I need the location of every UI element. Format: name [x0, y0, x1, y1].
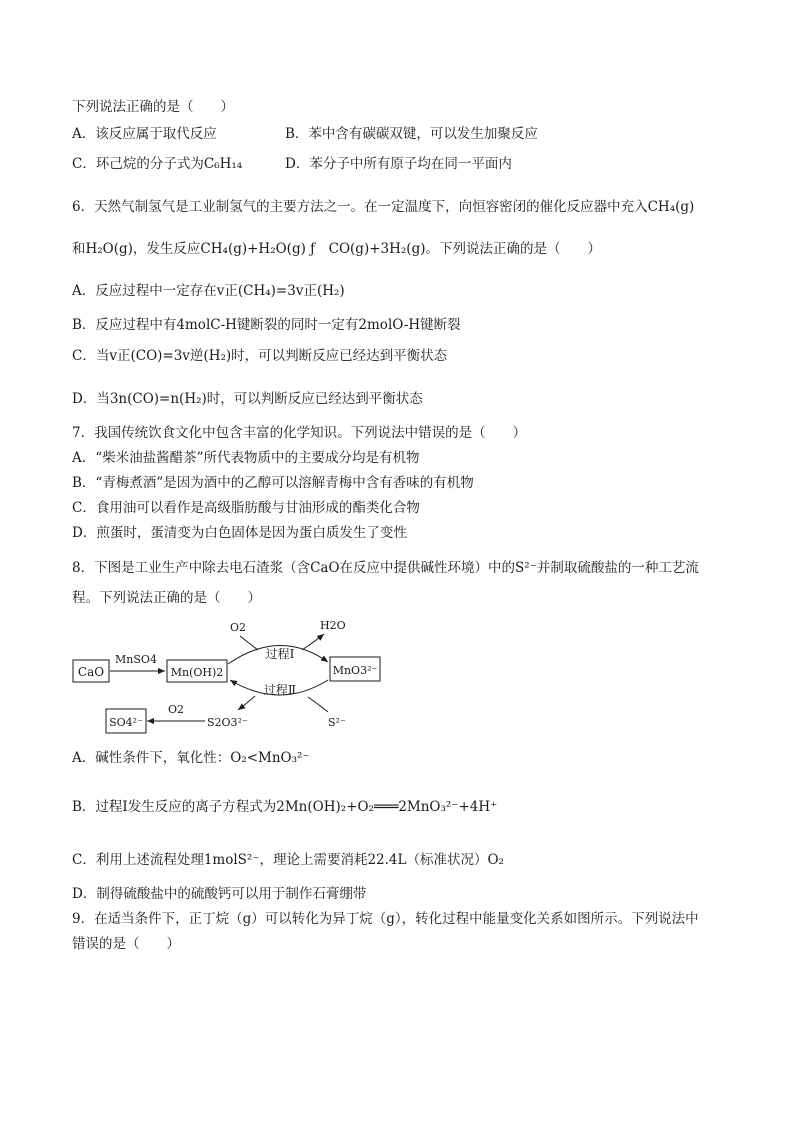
o2-in-arrow [240, 636, 258, 650]
q7-option-b: B．“青梅煮酒”是因为酒中的乙醇可以溶解青梅中含有香味的有机物 [72, 475, 474, 491]
q6-option-d: D．当3n(CO)=n(H₂)时，可以判断反应已经达到平衡状态 [72, 391, 423, 407]
q6-stem-line2: 和H₂O(g)，发生反应CH₄(g)+H₂O(g) ƒ CO(g)+3H₂(g)。下列说法正确的是（ ） [72, 241, 601, 257]
q7-stem: 7．我国传统饮食文化中包含丰富的化学知识。下列说法中错误的是（ ） [72, 425, 527, 441]
q8-stem-line1: 8．下图是工业生产中除去电石渣浆（含CaO在反应中提供碱性环境）中的S²⁻并制取硫酸盐的一种工艺流 [72, 560, 699, 576]
q8-stem-line2: 程。下列说法正确的是（ ） [72, 590, 261, 606]
q5-option-a: A．该反应属于取代反应 [72, 126, 217, 142]
q7-option-a: A．“柴米油盐酱醋茶”所代表物质中的主要成分均是有机物 [72, 450, 420, 466]
h2o-out-arrow [302, 634, 324, 650]
mno3-label: MnO3²⁻ [332, 664, 378, 677]
q7-option-c: C．食用油可以看作是高级脂肪酸与甘油形成的酯类化合物 [72, 500, 420, 516]
mnso4-label: MnSO4 [115, 653, 157, 666]
s2minus-label: S²⁻ [328, 716, 346, 729]
s2o3-label: S2O3²⁻ [207, 716, 248, 729]
process-flow-diagram [70, 614, 410, 744]
so4-label: SO4²⁻ [109, 716, 143, 729]
s2minus-in-arrow [308, 697, 328, 712]
cao-label: CaO [77, 665, 105, 679]
q6-option-c: C．当v正(CO)=3v逆(H₂)时，可以判断反应已经达到平衡状态 [72, 348, 448, 364]
q5-option-d: D．苯分子中所有原子均在同一平面内 [285, 156, 512, 172]
q5-option-b: B．苯中含有碳碳双键，可以发生加聚反应 [285, 126, 538, 142]
q7-option-d: D．煎蛋时，蛋清变为白色固体是因为蛋白质发生了变性 [72, 525, 407, 541]
q8-option-a: A．碱性条件下，氧化性：O₂<MnO₃²⁻ [72, 750, 310, 766]
q6-stem-line1: 6．天然气制氢气是工业制氢气的主要方法之一。在一定温度下，向恒容密闭的催化反应器中充入CH₄(g) [72, 199, 695, 215]
process1-label: 过程Ⅰ [265, 647, 295, 661]
q9-stem-line2: 错误的是（ ） [72, 936, 180, 952]
o2-top-label: O2 [230, 621, 247, 634]
process2-label: 过程Ⅱ [263, 683, 297, 697]
q8-option-d: D．制得硫酸盐中的硫酸钙可以用于制作石膏绷带 [72, 886, 367, 902]
s2o3-out-arrow [238, 696, 255, 710]
q5-option-c: C．环己烷的分子式为C₆H₁₄ [72, 156, 243, 172]
q8-option-b: B．过程Ⅰ发生反应的离子方程式为2Mn(OH)₂+O₂═══2MnO₃²⁻+4H⁺ [72, 799, 498, 815]
o2-bottom-label: O2 [167, 703, 185, 716]
q8-option-c: C．利用上述流程处理1molS²⁻，理论上需要消耗22.4L（标准状况）O₂ [72, 852, 504, 868]
h2o-label: H2O [320, 619, 346, 632]
q5-stem: 下列说法正确的是（ ） [72, 99, 234, 115]
q6-option-b: B．反应过程中有4molC-H键断裂的同时一定有2molO-H键断裂 [72, 317, 461, 333]
mnoh2-label: Mn(OH)2 [170, 666, 224, 679]
q9-stem-line1: 9．在适当条件下，正丁烷（g）可以转化为异丁烷（g），转化过程中能量变化关系如图所示。下列说法中 [72, 911, 699, 927]
q6-option-a: A．反应过程中一定存在v正(CH₄)=3v正(H₂) [72, 283, 345, 299]
